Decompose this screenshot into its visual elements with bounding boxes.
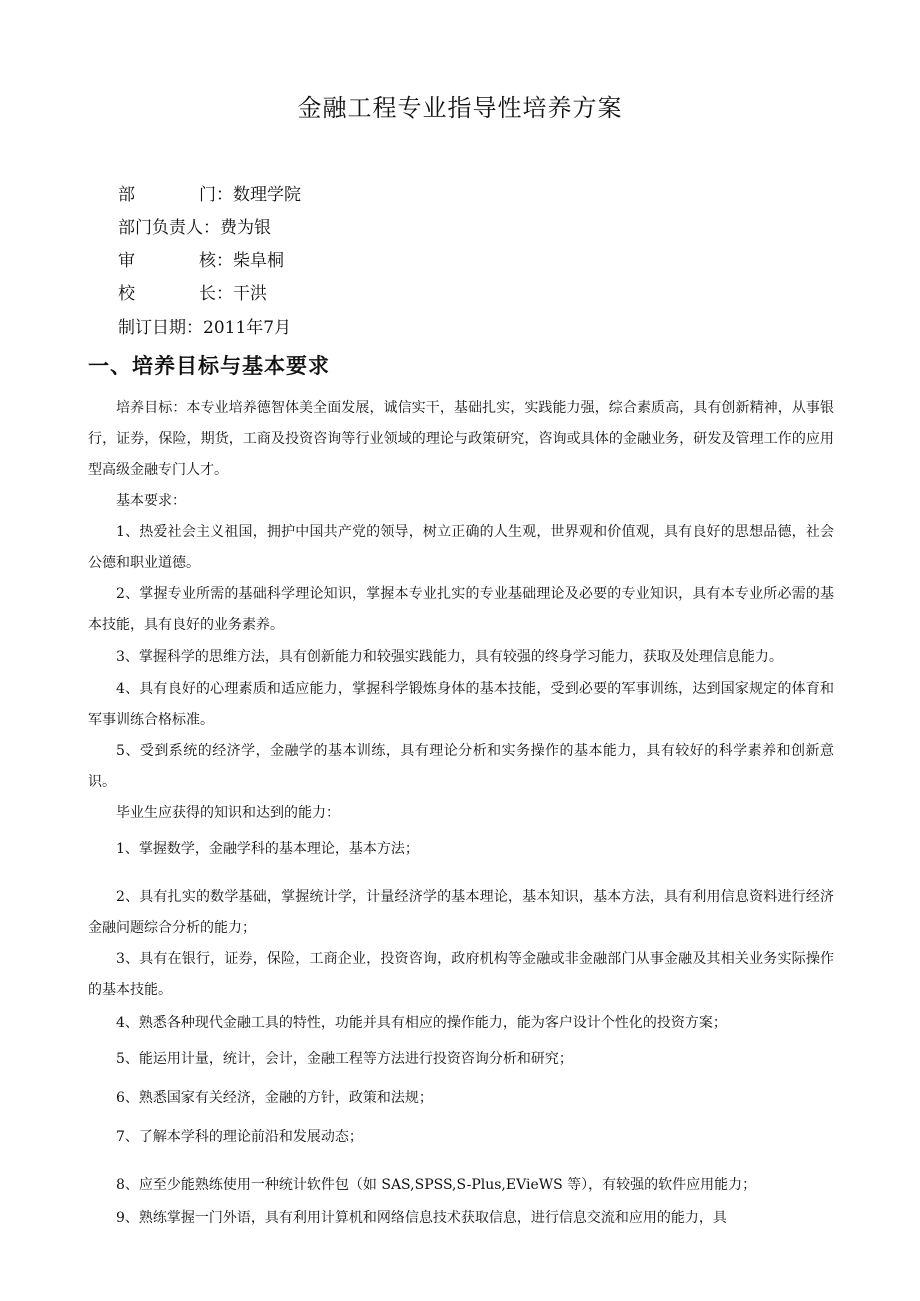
meta-principal-sep: ：	[216, 284, 233, 304]
graduate-ability-2: 2、具有扎实的数学基础，掌握统计学，计量经济学的基本理论，基本知识，基本方法，具有利用信息资料进行经济金融问题综合分析的能力；	[88, 889, 834, 936]
meta-reviewer-sep: ：	[216, 251, 233, 271]
meta-date	[118, 313, 291, 338]
meta-reviewer-value: 柴阜桐	[233, 251, 284, 271]
meta-department-label-char2: 门	[199, 185, 216, 205]
graduate-ability-4: 4、熟悉各种现代金融工具的特性，功能并具有相应的操作能力，能为客户设计个性化的投资方案；	[116, 1015, 727, 1031]
basic-requirement-1: 1、热爱社会主义祖国，拥护中国共产党的领导，树立正确的人生观，世界观和价值观，具有良好的思想品德，社会公德和职业道德。	[88, 524, 834, 571]
basic-requirement-4: 4、具有良好的心理素质和适应能力，掌握科学锻炼身体的基本技能，受到必要的军事训练，达到国家规定的体育和军事训练合格标准。	[88, 681, 834, 728]
meta-date-value: 2011年7月	[203, 318, 292, 338]
meta-date-sep: ：	[186, 318, 203, 338]
meta-reviewer	[118, 246, 284, 271]
meta-head-value: 费为银	[220, 218, 271, 238]
meta-date-label: 制订日期	[118, 318, 186, 338]
meta-department	[118, 180, 301, 205]
graduate-ability-9: 9、熟练掌握一门外语，具有利用计算机和网络信息技术获取信息，进行信息交流和应用的能力，具	[116, 1210, 727, 1226]
graduate-ability-6: 6、熟悉国家有关经济，金融的方针，政策和法规；	[116, 1090, 433, 1106]
meta-reviewer-label-char1: 审	[118, 251, 135, 271]
meta-principal-label-char2: 长	[199, 284, 216, 304]
basic-requirement-5: 5、受到系统的经济学，金融学的基本训练，具有理论分析和实务操作的基本能力，具有较好的科学素养和创新意识。	[88, 743, 834, 790]
meta-department-label-char1: 部	[118, 185, 135, 205]
meta-principal-label	[118, 279, 216, 304]
graduate-ability-1: 1、掌握数学，金融学科的基本理论，基本方法；	[116, 841, 419, 857]
meta-head-sep: ：	[203, 218, 220, 238]
meta-department-value: 数理学院	[233, 185, 301, 205]
meta-head-label: 部门负责人	[118, 218, 203, 238]
meta-reviewer-label	[118, 246, 216, 271]
basic-requirement-2: 2、掌握专业所需的基础科学理论知识，掌握本专业扎实的专业基础理论及必要的专业知识，具有本专业所必需的基本技能，具有良好的业务素养。	[88, 586, 834, 633]
meta-department-label	[118, 180, 216, 205]
meta-head	[118, 213, 271, 238]
graduate-abilities-label: 毕业生应获得的知识和达到的能力：	[116, 805, 340, 821]
objective-paragraph: 培养目标：本专业培养德智体美全面发展，诚信实干，基础扎实，实践能力强，综合素质高，具有创新精神，从事银行，证券，保险，期货，工商及投资咨询等行业领域的理论与政策研究，咨询或具体的金融业务，研发及管理工作的应用型高级金融专门人才。	[88, 400, 834, 478]
section-heading-objectives: 一、培养目标与基本要求	[88, 354, 330, 378]
document-title: 金融工程专业指导性培养方案	[297, 94, 623, 122]
graduate-ability-5: 5、能运用计量，统计，会计，金融工程等方法进行投资咨询分析和研究；	[116, 1051, 573, 1067]
graduate-ability-7: 7、了解本学科的理论前沿和发展动态；	[116, 1129, 363, 1145]
basic-requirement-3: 3、掌握科学的思维方法，具有创新能力和较强实践能力，具有较强的终身学习能力，获取及处理信息能力。	[116, 649, 783, 665]
meta-department-sep: ：	[216, 185, 233, 205]
meta-principal-value: 干洪	[233, 284, 267, 304]
meta-principal-label-char1: 校	[118, 284, 135, 304]
basic-requirements-label: 基本要求：	[116, 493, 186, 509]
graduate-ability-3: 3、具有在银行，证券，保险，工商企业，投资咨询，政府机构等金融或非金融部门从事金融及其相关业务实际操作的基本技能。	[88, 951, 834, 998]
meta-principal	[118, 279, 267, 304]
graduate-ability-8: 8、应至少能熟练使用一种统计软件包（如 SAS,SPSS,S-Plus,EVieWS 等），有较强的软件应用能力；	[116, 1177, 757, 1193]
meta-reviewer-label-char2: 核	[199, 251, 216, 271]
